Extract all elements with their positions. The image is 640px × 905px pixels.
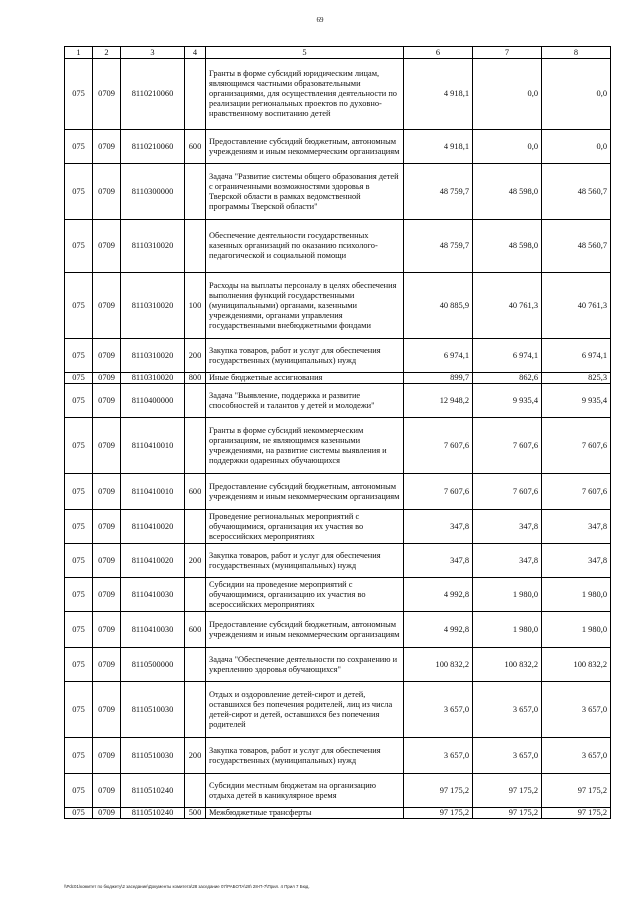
amount-year-2: 7 607,6 bbox=[473, 474, 542, 510]
section-code: 0709 bbox=[93, 612, 121, 648]
amount-year-3: 0,0 bbox=[542, 59, 611, 130]
section-code: 0709 bbox=[93, 474, 121, 510]
table-row bbox=[65, 738, 611, 774]
amount-year-3: 0,0 bbox=[542, 130, 611, 164]
amount-year-1: 4 992,8 bbox=[404, 578, 473, 612]
table-row bbox=[65, 682, 611, 738]
item-name: Закупка товаров, работ и услуг для обеспечения государственных (муниципальных) нужд bbox=[206, 544, 404, 578]
amount-year-1: 899,7 bbox=[404, 373, 473, 384]
budget-admin-code: 075 bbox=[65, 220, 93, 273]
amount-year-3: 347,8 bbox=[542, 510, 611, 544]
budget-admin-code: 075 bbox=[65, 774, 93, 808]
amount-year-1: 7 607,6 bbox=[404, 474, 473, 510]
budget-table bbox=[64, 46, 611, 819]
file-path-footer: \\Pdc01\комитет по бюджету\2 заседание\Документы комитета\28 заседание 07\РАБОТА\28\ 28-П-7\Прил. 4 Прил 7 Бюд. bbox=[64, 884, 310, 889]
item-name: Предоставление субсидий бюджетным, автономным учреждениям и иным некоммерческим организациям bbox=[206, 130, 404, 164]
expense-type-code bbox=[185, 164, 206, 220]
table-row bbox=[65, 474, 611, 510]
target-article-code: 8110410020 bbox=[121, 510, 185, 544]
budget-admin-code: 075 bbox=[65, 164, 93, 220]
amount-year-2: 3 657,0 bbox=[473, 682, 542, 738]
amount-year-2: 48 598,0 bbox=[473, 220, 542, 273]
col-header-4: 4 bbox=[185, 47, 206, 59]
budget-admin-code: 075 bbox=[65, 578, 93, 612]
amount-year-1: 3 657,0 bbox=[404, 682, 473, 738]
budget-admin-code: 075 bbox=[65, 273, 93, 339]
item-name: Отдых и оздоровление детей-сирот и детей, оставшихся без попечения родителей, лиц из числа детей-сирот и детей, оставшихся без попечения родителей bbox=[206, 682, 404, 738]
item-name: Задача "Выявление, поддержка и развитие способностей и талантов у детей и молодежи" bbox=[206, 384, 404, 418]
budget-admin-code: 075 bbox=[65, 510, 93, 544]
section-code: 0709 bbox=[93, 373, 121, 384]
item-name: Закупка товаров, работ и услуг для обеспечения государственных (муниципальных) нужд bbox=[206, 339, 404, 373]
target-article-code: 8110310020 bbox=[121, 339, 185, 373]
section-code: 0709 bbox=[93, 164, 121, 220]
amount-year-2: 347,8 bbox=[473, 510, 542, 544]
amount-year-2: 1 980,0 bbox=[473, 578, 542, 612]
table-row bbox=[65, 612, 611, 648]
table-row bbox=[65, 544, 611, 578]
target-article-code: 8110410010 bbox=[121, 418, 185, 474]
amount-year-3: 6 974,1 bbox=[542, 339, 611, 373]
expense-type-code: 200 bbox=[185, 738, 206, 774]
col-header-3: 3 bbox=[121, 47, 185, 59]
amount-year-2: 97 175,2 bbox=[473, 808, 542, 819]
expense-type-code: 200 bbox=[185, 544, 206, 578]
amount-year-3: 3 657,0 bbox=[542, 682, 611, 738]
expense-type-code: 800 bbox=[185, 373, 206, 384]
target-article-code: 8110310020 bbox=[121, 220, 185, 273]
amount-year-1: 48 759,7 bbox=[404, 220, 473, 273]
target-article-code: 8110510240 bbox=[121, 774, 185, 808]
amount-year-3: 1 980,0 bbox=[542, 612, 611, 648]
target-article-code: 8110300000 bbox=[121, 164, 185, 220]
col-header-2: 2 bbox=[93, 47, 121, 59]
target-article-code: 8110410020 bbox=[121, 544, 185, 578]
target-article-code: 8110500000 bbox=[121, 648, 185, 682]
target-article-code: 8110400000 bbox=[121, 384, 185, 418]
amount-year-1: 4 918,1 bbox=[404, 59, 473, 130]
item-name: Субсидии на проведение мероприятий с обучающимися, организацию их участия во всероссийских мероприятиях bbox=[206, 578, 404, 612]
amount-year-3: 7 607,6 bbox=[542, 418, 611, 474]
item-name: Предоставление субсидий бюджетным, автономным учреждениям и иным некоммерческим организациям bbox=[206, 474, 404, 510]
page-number: 69 bbox=[316, 16, 324, 24]
amount-year-2: 6 974,1 bbox=[473, 339, 542, 373]
expense-type-code bbox=[185, 774, 206, 808]
amount-year-1: 4 992,8 bbox=[404, 612, 473, 648]
amount-year-3: 7 607,6 bbox=[542, 474, 611, 510]
expense-type-code bbox=[185, 682, 206, 738]
expense-type-code: 200 bbox=[185, 339, 206, 373]
table-row bbox=[65, 808, 611, 819]
amount-year-3: 97 175,2 bbox=[542, 808, 611, 819]
table-row bbox=[65, 774, 611, 808]
expense-type-code bbox=[185, 59, 206, 130]
amount-year-3: 347,8 bbox=[542, 544, 611, 578]
item-name: Гранты в форме субсидий юридическим лицам, являющимся частными образовательными организациями, для осуществления деятельности по реализации региональных проектов по духовно-нравственному воспитанию детей bbox=[206, 59, 404, 130]
amount-year-2: 48 598,0 bbox=[473, 164, 542, 220]
expense-type-code: 600 bbox=[185, 130, 206, 164]
expense-type-code: 600 bbox=[185, 474, 206, 510]
expense-type-code bbox=[185, 648, 206, 682]
expense-type-code bbox=[185, 384, 206, 418]
target-article-code: 8110310020 bbox=[121, 373, 185, 384]
amount-year-2: 862,6 bbox=[473, 373, 542, 384]
col-header-7: 7 bbox=[473, 47, 542, 59]
budget-admin-code: 075 bbox=[65, 738, 93, 774]
budget-admin-code: 075 bbox=[65, 808, 93, 819]
budget-admin-code: 075 bbox=[65, 339, 93, 373]
section-code: 0709 bbox=[93, 339, 121, 373]
budget-admin-code: 075 bbox=[65, 130, 93, 164]
expense-type-code bbox=[185, 220, 206, 273]
amount-year-1: 100 832,2 bbox=[404, 648, 473, 682]
amount-year-2: 1 980,0 bbox=[473, 612, 542, 648]
table-row bbox=[65, 273, 611, 339]
table-row bbox=[65, 220, 611, 273]
amount-year-2: 0,0 bbox=[473, 130, 542, 164]
table-row bbox=[65, 373, 611, 384]
amount-year-2: 97 175,2 bbox=[473, 774, 542, 808]
amount-year-2: 7 607,6 bbox=[473, 418, 542, 474]
budget-admin-code: 075 bbox=[65, 648, 93, 682]
amount-year-3: 100 832,2 bbox=[542, 648, 611, 682]
target-article-code: 8110410010 bbox=[121, 474, 185, 510]
item-name: Предоставление субсидий бюджетным, автономным учреждениям и иным некоммерческим организациям bbox=[206, 612, 404, 648]
amount-year-3: 825,3 bbox=[542, 373, 611, 384]
item-name: Задача "Развитие системы общего образования детей с ограниченными возможностями здоровья в Тверской области в рамках ведомственной программы Тверской области" bbox=[206, 164, 404, 220]
section-code: 0709 bbox=[93, 273, 121, 339]
table-row bbox=[65, 130, 611, 164]
section-code: 0709 bbox=[93, 738, 121, 774]
amount-year-2: 347,8 bbox=[473, 544, 542, 578]
table-row bbox=[65, 59, 611, 130]
budget-admin-code: 075 bbox=[65, 544, 93, 578]
section-code: 0709 bbox=[93, 418, 121, 474]
amount-year-3: 9 935,4 bbox=[542, 384, 611, 418]
amount-year-3: 97 175,2 bbox=[542, 774, 611, 808]
item-name: Иные бюджетные ассигнования bbox=[206, 373, 404, 384]
table-row bbox=[65, 578, 611, 612]
amount-year-1: 347,8 bbox=[404, 544, 473, 578]
amount-year-1: 12 948,2 bbox=[404, 384, 473, 418]
target-article-code: 8110510030 bbox=[121, 738, 185, 774]
amount-year-3: 48 560,7 bbox=[542, 164, 611, 220]
col-header-6: 6 bbox=[404, 47, 473, 59]
budget-admin-code: 075 bbox=[65, 59, 93, 130]
target-article-code: 8110310020 bbox=[121, 273, 185, 339]
table-row bbox=[65, 164, 611, 220]
amount-year-2: 9 935,4 bbox=[473, 384, 542, 418]
amount-year-1: 7 607,6 bbox=[404, 418, 473, 474]
amount-year-1: 97 175,2 bbox=[404, 774, 473, 808]
item-name: Обеспечение деятельности государственных казенных организаций по оказанию психолого-педагогической и социальной помощи bbox=[206, 220, 404, 273]
expense-type-code: 500 bbox=[185, 808, 206, 819]
section-code: 0709 bbox=[93, 220, 121, 273]
expense-type-code bbox=[185, 510, 206, 544]
target-article-code: 8110410030 bbox=[121, 578, 185, 612]
item-name: Проведение региональных мероприятий с обучающимися, организация их участия во всероссийских мероприятиях bbox=[206, 510, 404, 544]
budget-admin-code: 075 bbox=[65, 612, 93, 648]
amount-year-1: 4 918,1 bbox=[404, 130, 473, 164]
section-code: 0709 bbox=[93, 510, 121, 544]
col-header-5: 5 bbox=[206, 47, 404, 59]
table-row bbox=[65, 384, 611, 418]
amount-year-1: 48 759,7 bbox=[404, 164, 473, 220]
amount-year-3: 3 657,0 bbox=[542, 738, 611, 774]
target-article-code: 8110510240 bbox=[121, 808, 185, 819]
expense-type-code: 600 bbox=[185, 612, 206, 648]
budget-admin-code: 075 bbox=[65, 384, 93, 418]
amount-year-3: 1 980,0 bbox=[542, 578, 611, 612]
amount-year-3: 40 761,3 bbox=[542, 273, 611, 339]
amount-year-1: 6 974,1 bbox=[404, 339, 473, 373]
budget-admin-code: 075 bbox=[65, 418, 93, 474]
section-code: 0709 bbox=[93, 808, 121, 819]
section-code: 0709 bbox=[93, 384, 121, 418]
item-name: Задача "Обеспечение деятельности по сохранению и укреплению здоровья обучающихся" bbox=[206, 648, 404, 682]
target-article-code: 8110510030 bbox=[121, 682, 185, 738]
section-code: 0709 bbox=[93, 130, 121, 164]
section-code: 0709 bbox=[93, 59, 121, 130]
table-row bbox=[65, 418, 611, 474]
table-header-row bbox=[65, 47, 611, 59]
section-code: 0709 bbox=[93, 578, 121, 612]
amount-year-1: 97 175,2 bbox=[404, 808, 473, 819]
amount-year-2: 0,0 bbox=[473, 59, 542, 130]
item-name: Субсидии местным бюджетам на организацию отдыха детей в каникулярное время bbox=[206, 774, 404, 808]
amount-year-3: 48 560,7 bbox=[542, 220, 611, 273]
amount-year-2: 3 657,0 bbox=[473, 738, 542, 774]
table-row bbox=[65, 648, 611, 682]
amount-year-1: 3 657,0 bbox=[404, 738, 473, 774]
amount-year-1: 40 885,9 bbox=[404, 273, 473, 339]
amount-year-2: 100 832,2 bbox=[473, 648, 542, 682]
target-article-code: 8110210060 bbox=[121, 59, 185, 130]
item-name: Расходы на выплаты персоналу в целях обеспечения выполнения функций государственными (муниципальными) органами, казенными учреждениями, органами управления государственными внебюджетными фондами bbox=[206, 273, 404, 339]
table-row bbox=[65, 510, 611, 544]
col-header-1: 1 bbox=[65, 47, 93, 59]
item-name: Межбюджетные трансферты bbox=[206, 808, 404, 819]
budget-admin-code: 075 bbox=[65, 682, 93, 738]
expense-type-code: 100 bbox=[185, 273, 206, 339]
item-name: Закупка товаров, работ и услуг для обеспечения государственных (муниципальных) нужд bbox=[206, 738, 404, 774]
amount-year-1: 347,8 bbox=[404, 510, 473, 544]
section-code: 0709 bbox=[93, 682, 121, 738]
expense-type-code bbox=[185, 578, 206, 612]
section-code: 0709 bbox=[93, 774, 121, 808]
expense-type-code bbox=[185, 418, 206, 474]
col-header-8: 8 bbox=[542, 47, 611, 59]
target-article-code: 8110210060 bbox=[121, 130, 185, 164]
target-article-code: 8110410030 bbox=[121, 612, 185, 648]
amount-year-2: 40 761,3 bbox=[473, 273, 542, 339]
table-row bbox=[65, 339, 611, 373]
budget-admin-code: 075 bbox=[65, 474, 93, 510]
item-name: Гранты в форме субсидий некоммерческим организациям, не являющимся казенными учреждениями, на развитие системы выявления и поддержки одаренных обучающихся bbox=[206, 418, 404, 474]
section-code: 0709 bbox=[93, 648, 121, 682]
budget-admin-code: 075 bbox=[65, 373, 93, 384]
section-code: 0709 bbox=[93, 544, 121, 578]
